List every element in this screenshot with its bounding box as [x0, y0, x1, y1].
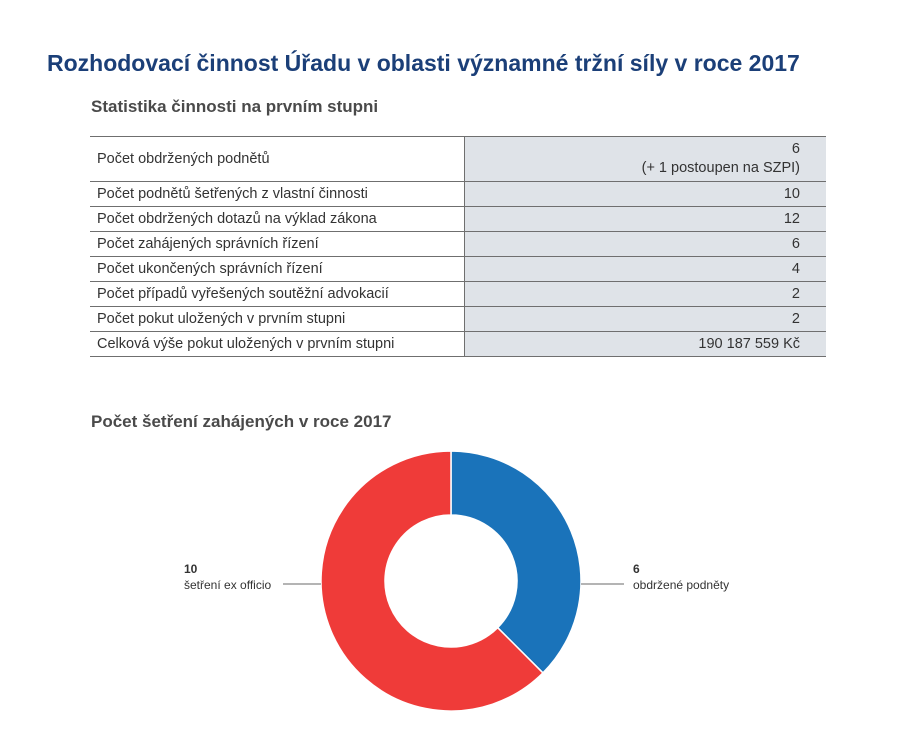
page-title: Rozhodovací činnost Úřadu v oblasti významné tržní síly v roce 2017	[47, 50, 800, 76]
donut-slices	[321, 451, 581, 711]
row-value-note: (+ 1 postoupen na SZPI)	[641, 160, 800, 176]
row-label: Počet obdržených podnětů	[90, 137, 465, 182]
callout-ex-officio-value: 10	[184, 562, 198, 576]
callout-received-complaints	[633, 561, 729, 593]
row-value: 2	[465, 282, 827, 307]
row-value: 12	[465, 207, 827, 232]
row-value: 190 187 559 Kč	[465, 332, 827, 357]
row-label: Celková výše pokut uložených v prvním stupni	[90, 332, 465, 357]
row-label: Počet podnětů šetřených z vlastní činnosti	[90, 182, 465, 207]
chart-title: Počet šetření zahájených v roce 2017	[91, 412, 392, 431]
row-label: Počet zahájených správních řízení	[90, 232, 465, 257]
table-section-title: Statistika činnosti na prvním stupni	[91, 97, 379, 116]
row-value-main: 6	[791, 141, 800, 157]
row-value: 4	[465, 257, 827, 282]
callout-received-value: 6	[633, 562, 640, 576]
row-value: 2	[465, 307, 827, 332]
row-label: Počet ukončených správních řízení	[90, 257, 465, 282]
row-label: Počet obdržených dotazů na výklad zákona	[90, 207, 465, 232]
callout-received-label: obdržené podněty	[633, 578, 730, 592]
row-label: Počet případů vyřešených soutěžní advokacií	[90, 282, 465, 307]
callout-ex-officio	[184, 561, 271, 593]
callout-ex-officio-label: šetření ex officio	[184, 578, 272, 592]
row-label: Počet pokut uložených v prvním stupni	[90, 307, 465, 332]
row-value: 6	[465, 232, 827, 257]
donut-slice-0	[451, 451, 581, 673]
row-value: 10	[465, 182, 827, 207]
